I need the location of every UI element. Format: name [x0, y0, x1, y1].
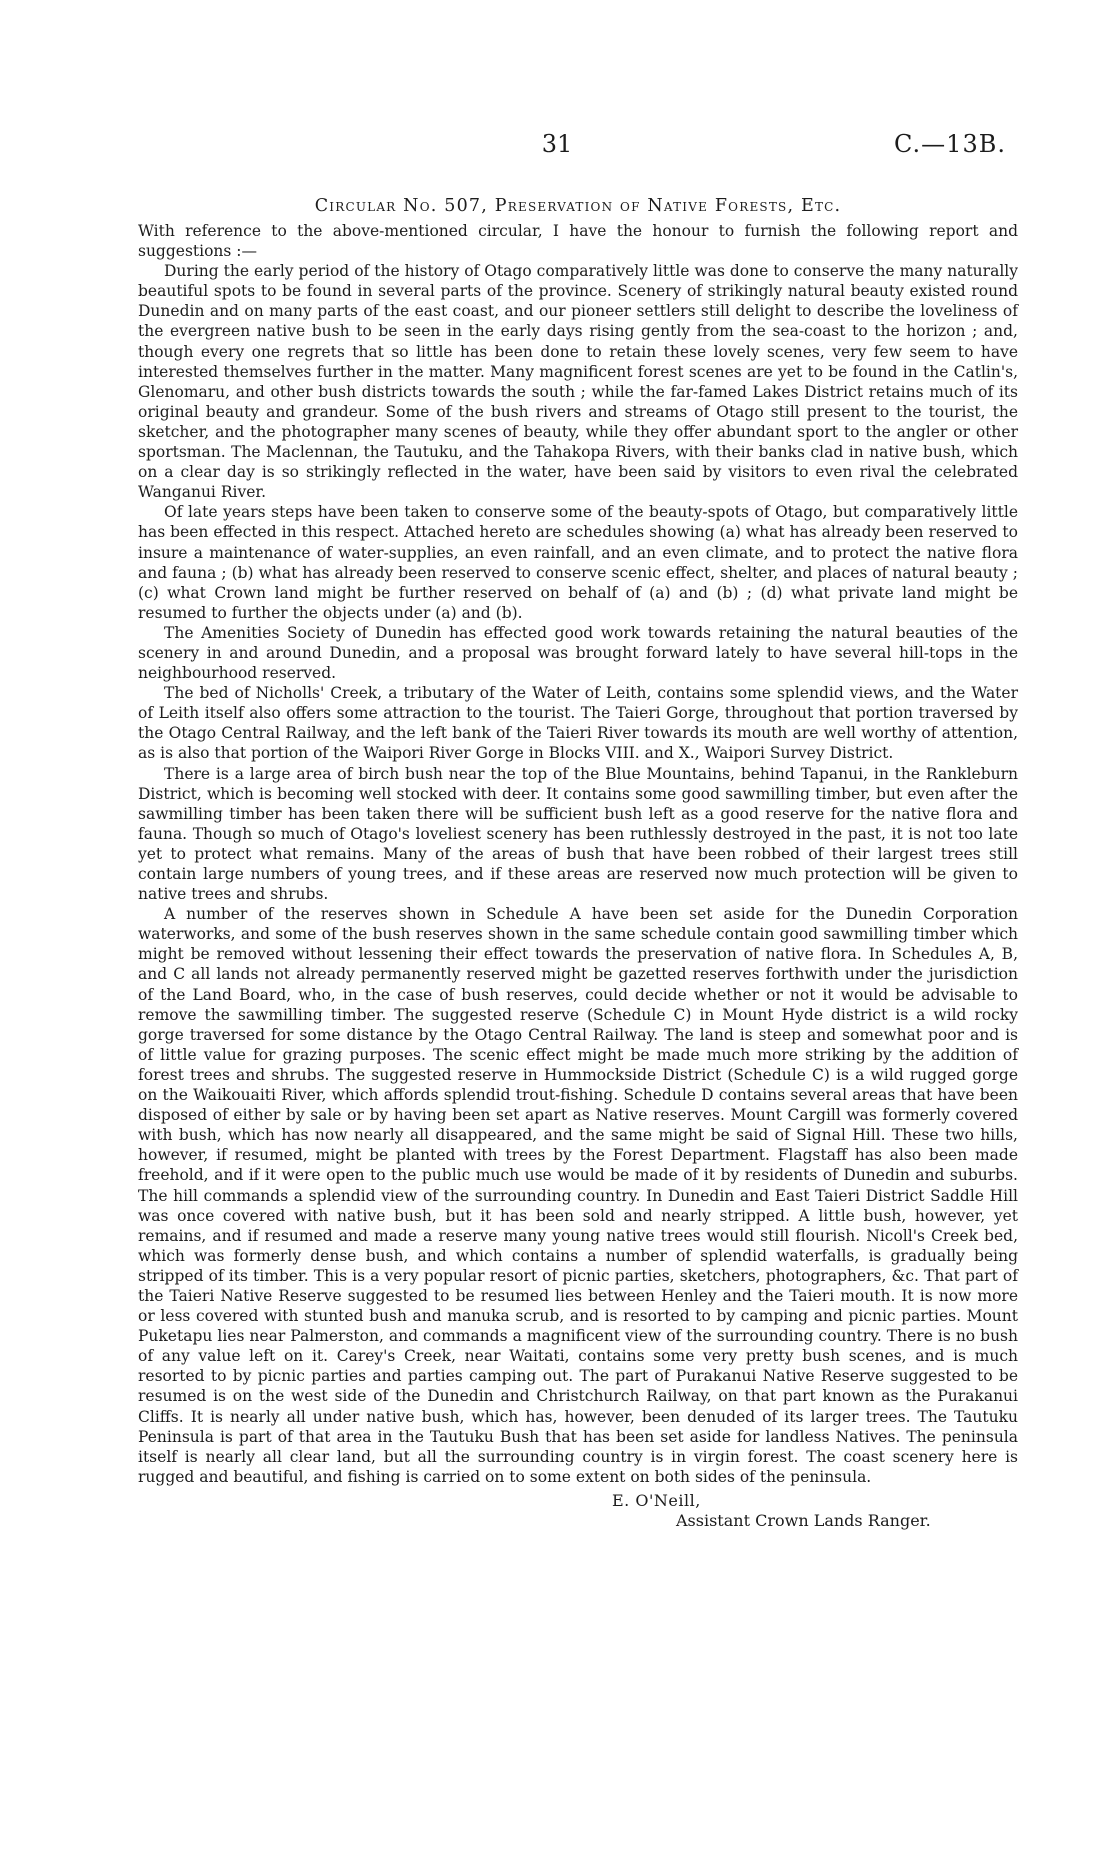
- document-reference: C.—13B.: [894, 130, 1006, 158]
- signature-block: [138, 1491, 1018, 1531]
- paragraph-history: During the early period of the history of Otago comparatively little was done to conserve the many naturally beautiful spots to be found in several parts of the province. Scenery of strikingly natural beauty existed round Dunedin and on many parts of the east coast, and our pioneer settlers still delight to describe the loveliness of the evergreen native bush to be seen in the early days rising gently from the sea-coast to the horizon ; and, though every one regrets that so little has been done to retain these lovely scenes, very few seem to have interested themselves further in the matter. Many magnificent forest scenes are yet to be found in the Catlin's, Glenomaru, and other bush districts towards the south ; while the far-famed Lakes District retains much of its original beauty and grandeur. Some of the bush rivers and streams of Otago still present to the tourist, the sketcher, and the photographer many scenes of beauty, while they offer abundant sport to the angler or other sportsman. The Maclennan, the Tautuku, and the Tahakopa Rivers, with their banks clad in native bush, which on a clear day is so strikingly reflected in the water, have been said by visitors to even rival the celebrated Wanganui River.: [138, 262, 1018, 502]
- paragraph-intro: With reference to the above-mentioned circular, I have the honour to furnish the following report and suggestions :—: [138, 222, 1018, 261]
- page-number: 31: [541, 130, 573, 158]
- signatory-title: Assistant Crown Lands Ranger.: [676, 1510, 931, 1530]
- paragraph-reserves: A number of the reserves shown in Schedule A have been set aside for the Dunedin Corporation waterworks, and some of the bush reserves shown in the same schedule contain good sawmilling timber which might be removed without lessening their effect towards the preservation of native flora. In Schedules A, B, and C all lands not already permanently reserved might be gazetted reserves forthwith under the jurisdiction of the Land Board, who, in the case of bush reserves, could decide whether or not it would be advisable to remove the sawmilling timber. The suggested reserve (Schedule C) in Mount Hyde district is a wild rocky gorge traversed for some distance by the Otago Central Railway. The land is steep and somewhat poor and is of little value for grazing purposes. The scenic effect might be made much more striking by the addition of forest trees and shrubs. The suggested reserve in Hummockside District (Schedule C) is a wild rugged gorge on the Waikouaiti River, which affords splendid trout-fishing. Schedule D contains several areas that have been disposed of either by sale or by having been set apart as Native reserves. Mount Cargill was formerly covered with bush, which has now nearly all disappeared, and the same might be said of Signal Hill. These two hills, however, if resumed, might be planted with trees by the Forest Department. Flagstaff has also been made freehold, and if it were open to the public much use would be made of it by residents of Dunedin and suburbs. The hill commands a splendid view of the surrounding country. In Dunedin and East Taieri District Saddle Hill was once covered with native bush, but it has been sold and nearly stripped. A little bush, however, yet remains, and if resumed and made a reserve many young native trees would still flourish. Nicoll's Creek bed, which was formerly dense bush, and which contains a number of splendid waterfalls, is gradually being stripped of its timber. This is a very popular resort of picnic parties, sketchers, photographers, &c. That part of the Taieri Native Reserve suggested to be resumed lies between Henley and the Taieri mouth. It is now more or less covered with stunted bush and manuka scrub, and is resorted to by camping and picnic parties. Mount Puketapu lies near Palmerston, and commands a magnificent view of the surrounding country. There is no bush of any value left on it. Carey's Creek, near Waitati, contains some very pretty bush scenes, and is much resorted to by picnic parties and parties camping out. The part of Purakanui Native Reserve suggested to be resumed is on the west side of the Dunedin and Christchurch Railway, on that part known as the Purakanui Cliffs. It is nearly all under native bush, which has, however, been denuded of its larger trees. The Tautuku Peninsula is part of that area in the Tautuku Bush that has been set aside for landless Natives. The peninsula itself is nearly all clear land, but all the surrounding country is in virgin forest. The coast scenery here is rugged and beautiful, and fishing is carried on to some extent on both sides of the peninsula.: [138, 905, 1018, 1486]
- page-body: [138, 196, 1018, 1531]
- paragraph-nicholls-creek: The bed of Nicholls' Creek, a tributary of the Water of Leith, contains some splendid views, and the Water of Leith itself also offers some attraction to the tourist. The Taieri Gorge, throughout that portion traversed by the Otago Central Railway, and the left bank of the Taieri River towards its mouth are well worthy of attention, as is also that portion of the Waipori River Gorge in Blocks VIII. and X., Waipori Survey District.: [138, 684, 1018, 763]
- paragraph-birch-bush: There is a large area of birch bush near the top of the Blue Mountains, behind Tapanui, in the Rankleburn District, which is becoming well stocked with deer. It contains some good sawmilling timber, but even after the sawmilling timber has been taken there will be sufficient bush left as a good reserve for the native flora and fauna. Though so much of Otago's loveliest scenery has been ruthlessly destroyed in the past, it is not too late yet to protect what remains. Many of the areas of bush that have been robbed of their largest trees still contain large numbers of young trees, and if these areas are reserved now much protection will be given to native trees and shrubs.: [138, 764, 1018, 904]
- circular-heading: Circular No. 507, Preservation of Native Forests, Etc.: [314, 196, 842, 216]
- signatory-name: E. O'Neill,: [612, 1490, 701, 1510]
- paragraph-schedules: Of late years steps have been taken to conserve some of the beauty-spots of Otago, but comparatively little has been effected in this respect. Attached hereto are schedules showing (a) what has already been reserved to insure a maintenance of water-supplies, an even rainfall, and an even climate, and to protect the native flora and fauna ; (b) what has already been reserved to conserve scenic effect, shelter, and places of natural beauty ; (c) what Crown land might be further reserved on behalf of (a) and (b) ; (d) what private land might be resumed to further the objects under (a) and (b).: [138, 503, 1018, 622]
- paragraph-amenities-society: The Amenities Society of Dunedin has effected good work towards retaining the natural beauties of the scenery in and around Dunedin, and a proposal was brought forward lately to have several hill-tops in the neighbourhood reserved.: [138, 623, 1018, 683]
